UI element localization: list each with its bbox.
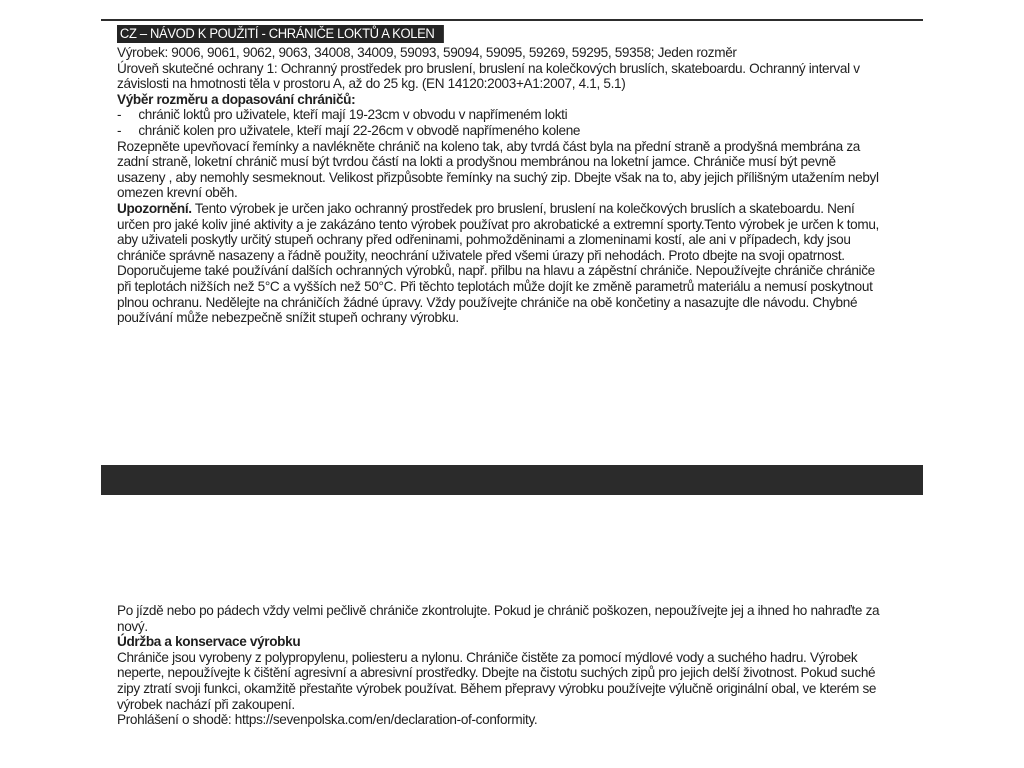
maintenance-title: Údržba a konservace výrobku (117, 633, 301, 650)
sizing-title: Výběr rozměru a dopasování chráničů: (117, 90, 356, 107)
maintenance-text: Chrániče jsou vyrobeny z polypropylenu, poliesteru a nylonu. Chrániče čistěte za pomocí mýdlové vody a suchého hadru. Výrobek neperte, nepoužívejte k čištění agresivní a abresivní prostředky. Dbejte na čistotu suchých zipů pro jejich delší životnost. Pokud suché zipy ztratí svoji funkci, okamžitě přestaňte výrobek používat. Během přepravy výrobku používejte výlučně originální obal, ve kterém se výrobek nachází při zakoupení. (117, 648, 877, 712)
sizing-item-knee: chránič kolen pro uživatele, kteří mají 22-26cm v obvodě napřímeného kolene (138, 121, 581, 138)
list-item: - chránič loktů pro uživatele, kteří mají 19-23cm v obvodu v napřímeném lokti (117, 106, 568, 123)
sizing-item-elbow: chránič loktů pro uživatele, kteří mají 19-23cm v obvodu v napřímeném lokti (138, 106, 568, 123)
instructions-section (117, 25, 883, 326)
warning-text: Tento výrobek je určen jako ochranný prostředek pro bruslení, bruslení na kolečkových bruslích a skateboardu. Není určen pro jaké koliv jiné aktivity a je zakázáno tento výrobek používat pro akrobatické a extremní sporty.Tento výrobek je určen k tomu, aby uživateli poskytly určitý stupeň ochrany před odřeninami, pohmožděninami a zlomeninami kostí, ale ani v případech, kdy jsou chrániče správně nasazeny a řádně použity, neochrání uživatele před všemi úrazy při nehodách. Proto dbejte na svoji opatrnost. Doporučujeme také používání dalších ochranných výrobků, např. přilbu na hlavu a zápěstní chrániče. Nepoužívejte chrániče chrániče při teplotách nižších než 5°C a vyšších než 50°C. Při těchto teplotách může dojít ke změně parametrů materiálu a nemusí poskytnout plnou ochranu. Nedělejte na chráničích žádné úpravy. Vždy používejte chrániče na obě končetiny a nasazujte dle návodu. Chybné používání může nebezpečně snížit stupeň ochrany výrobku. (117, 199, 879, 326)
section-heading: CZ – NÁVOD K POUŽITÍ - CHRÁNIČE LOKTŮ A KOLEN (117, 25, 444, 43)
product-numbers: Výrobek: 9006, 9061, 9062, 9063, 34008, 34009, 59093, 59094, 59095, 59269, 59295, 59358; Jeden rozměr (117, 44, 737, 60)
dark-band (101, 465, 923, 495)
protection-level: Úroveň skutečné ochrany 1: Ochranný prostředek pro bruslení, bruslení na kolečkových bruslích, skateboardu. Ochranný interval v závislosti na hmotnosti těla v prostoru A, až do 25 kg. (EN 14120:2003+A1:2007, 4.1, 5.1) (117, 59, 860, 92)
declaration-text: Prohlášení o shodě: https://sevenpolska.com/en/declaration-of-conformity. (117, 711, 538, 728)
warning-paragraph (117, 201, 883, 326)
fitting-instructions: Rozepněte upevňovací řemínky a navlékněte chránič na koleno tak, aby tvrdá část byla na přední straně a prodyšná membrána za zadní straně, loketní chránič musí být tvrdou částí na lokti a prodyšnou membránou na loketní jamce. Chrániče musí být pevně usazeny , aby nemohly sesmeknout. Velikost přizpůsobte řemínky na suchý zip. Dbejte však na to, aby jejich přílišným utažením nebyl omezen krevní oběh. (117, 137, 879, 201)
maintenance-section (117, 603, 883, 728)
warning-label: Upozornění. (117, 199, 192, 216)
list-item: - chránič kolen pro uživatele, kteří mají 22-26cm v obvodě napřímeného kolene (117, 121, 581, 138)
top-rule (101, 19, 923, 21)
inspection-text: Po jízdě nebo po pádech vždy velmi pečlivě chrániče zkontrolujte. Pokud je chránič poškozen, nepoužívejte jej a ihned ho nahraďte za nový. (117, 602, 880, 634)
